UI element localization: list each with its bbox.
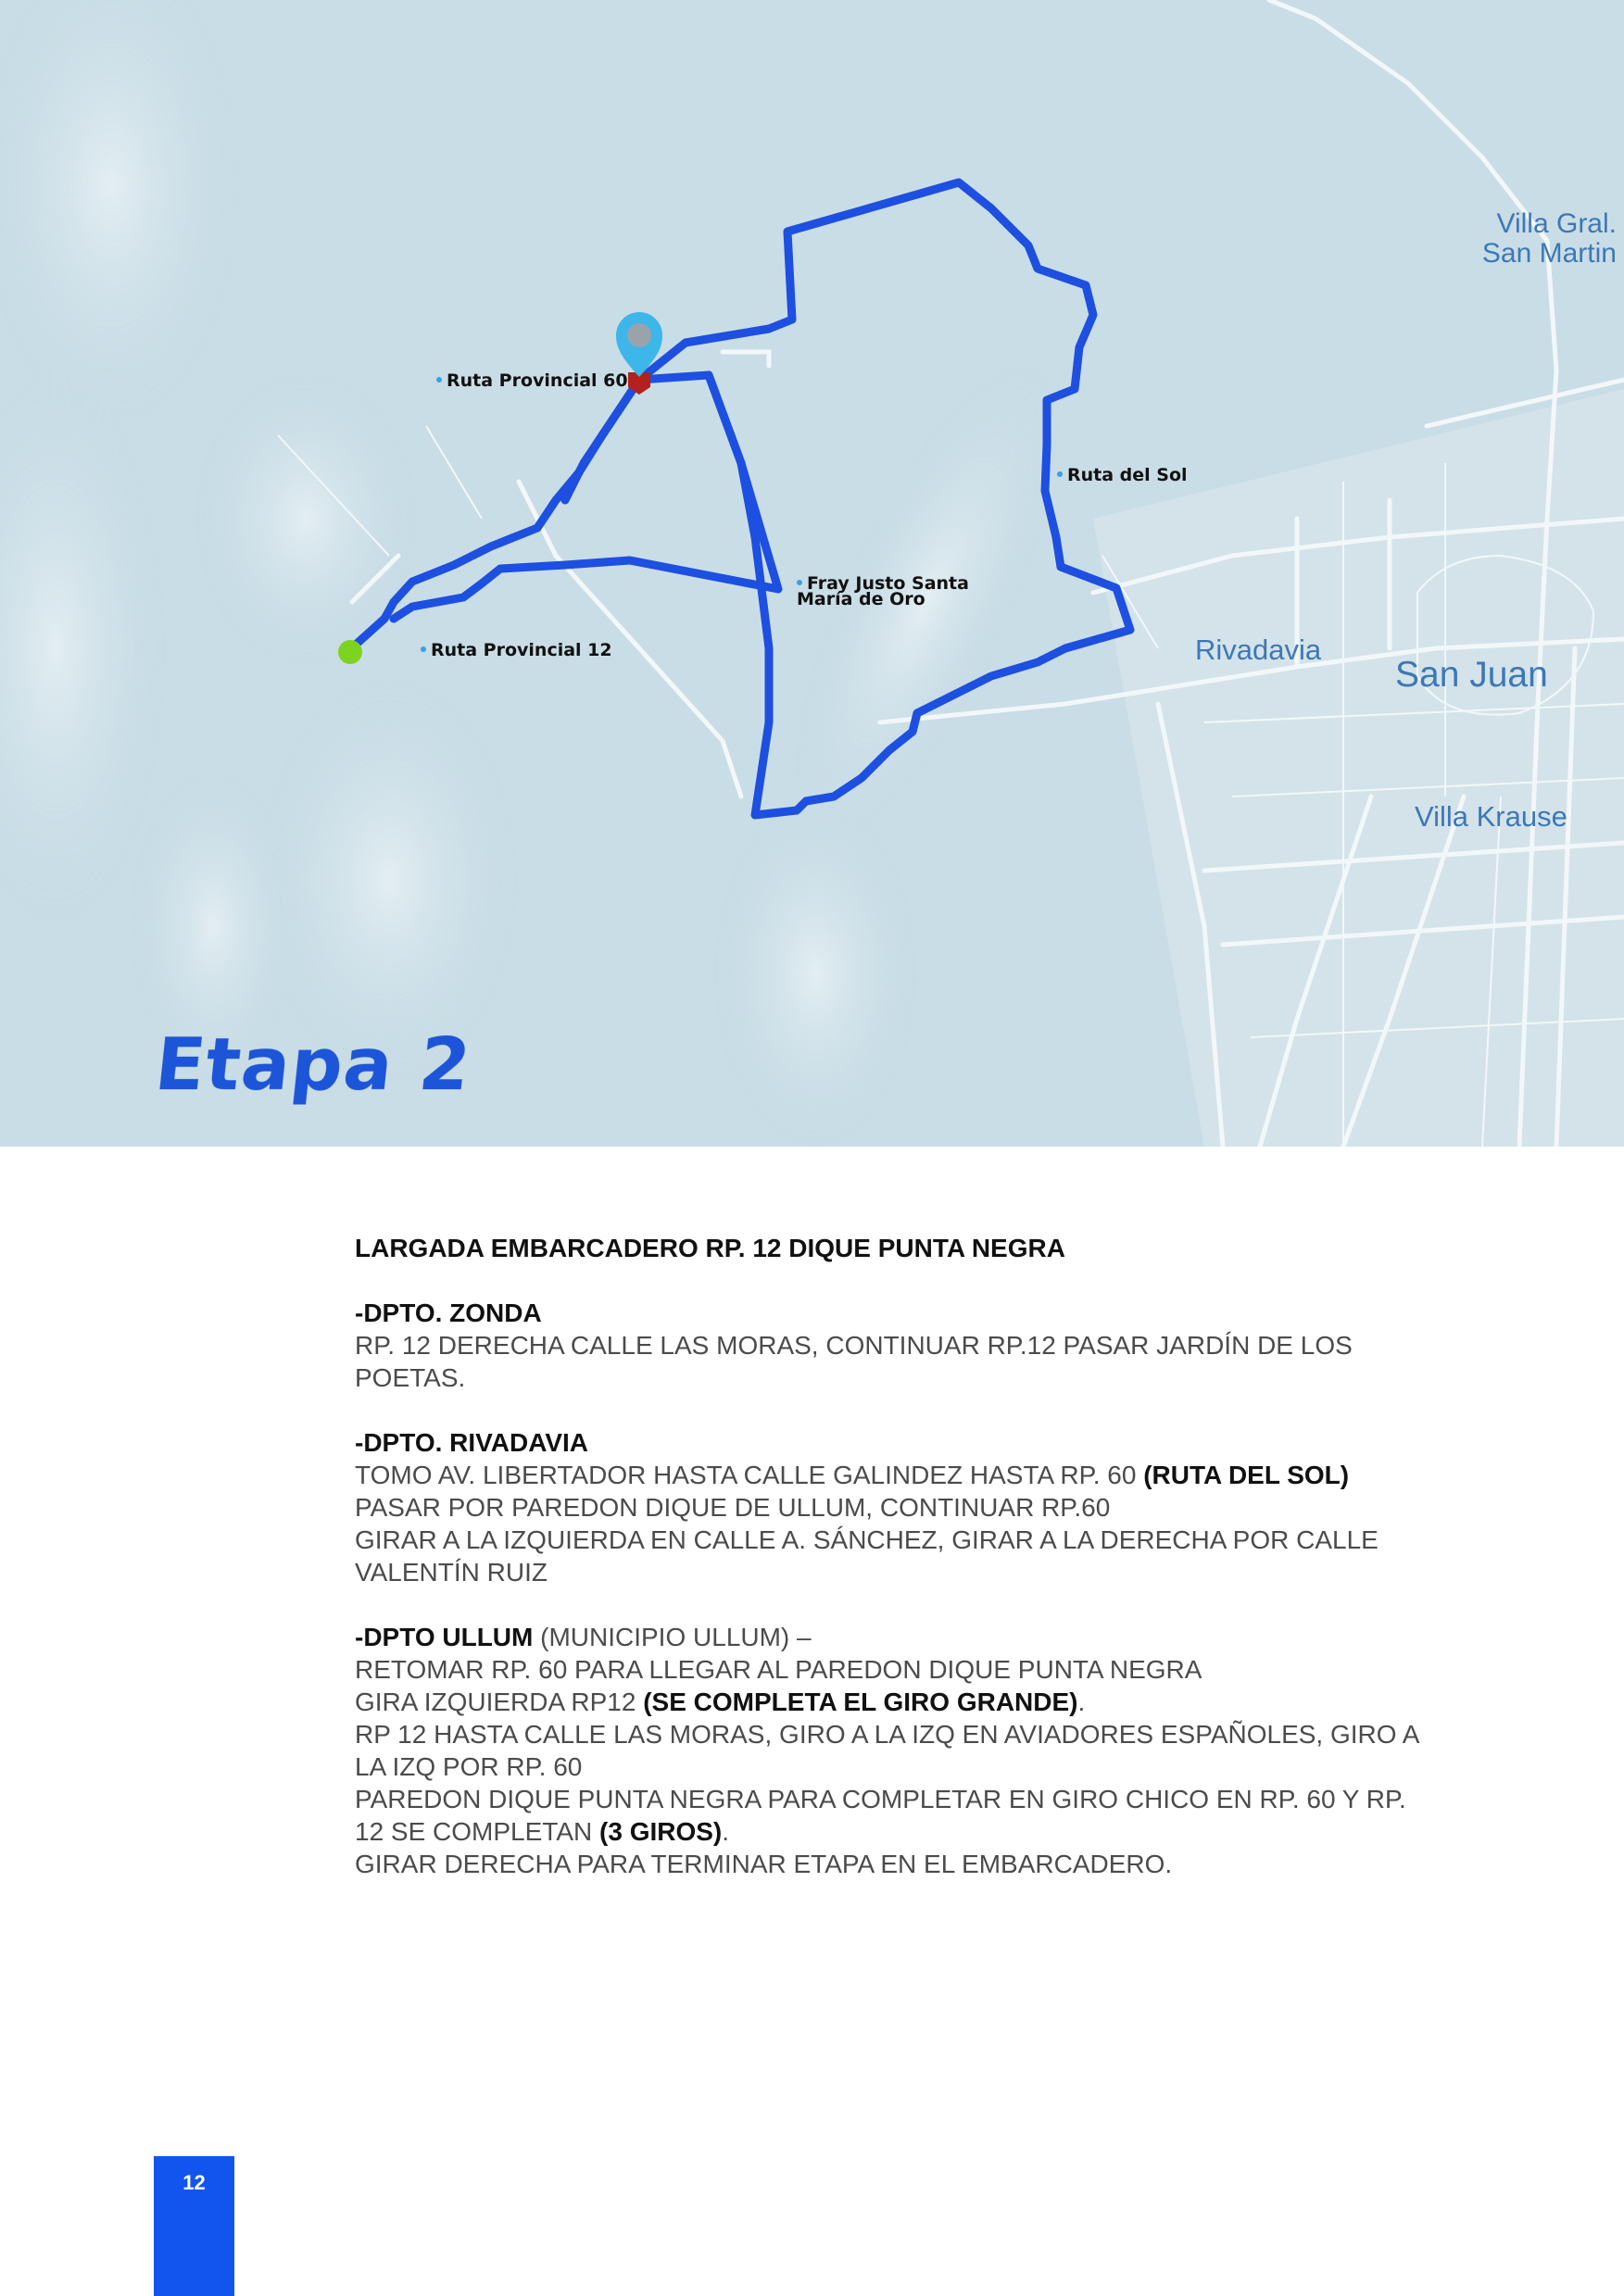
zonda-line: RP. 12 DERECHA CALLE LAS MORAS, CONTINUAR RP.12 PASAR JARDÍN DE LOS [355, 1331, 1353, 1360]
rivadavia-line: GIRAR A LA IZQUIERDA EN CALLE A. SÁNCHEZ, GIRAR A LA DERECHA POR CALLE [355, 1525, 1379, 1554]
start-line: LARGADA EMBARCADERO RP. 12 DIQUE PUNTA NEGRA [355, 1234, 1065, 1262]
ullum-line-bold: (3 GIROS) [599, 1817, 723, 1846]
stage-title: Etapa 2 [151, 1023, 475, 1107]
city-san-juan: San Juan [1395, 655, 1548, 695]
ullum-line: LA IZQ POR RP. 60 [355, 1752, 583, 1781]
ullum-line: RP 12 HASTA CALLE LAS MORAS, GIRO A LA IZQ EN AVIADORES ESPAÑOLES, GIRO A [355, 1720, 1420, 1749]
city-villa-gral-san-martin [1478, 209, 1617, 269]
ullum-line: GIRAR DERECHA PARA TERMINAR ETAPA EN EL EMBARCADERO. [355, 1850, 1173, 1878]
rivadavia-line: PASAR POR PAREDON DIQUE DE ULLUM, CONTINUAR RP.60 [355, 1493, 1111, 1522]
ullum-line-text: 12 SE COMPLETAN [355, 1817, 600, 1846]
label-ruta-provincial-12: Ruta Provincial 12 [421, 642, 612, 659]
ullum-line-end: . [722, 1817, 730, 1846]
city-villa-krause: Villa Krause [1415, 800, 1567, 833]
page-number-tab [154, 2156, 234, 2296]
ullum-heading-suffix: (MUNICIPIO ULLUM) – [533, 1623, 812, 1651]
rivadavia-line-bold: (RUTA DEL SOL) [1143, 1461, 1350, 1489]
ullum-line [355, 1686, 1443, 1718]
ullum-heading: -DPTO ULLUM [355, 1623, 534, 1651]
start-marker [338, 640, 362, 664]
ullum-line-bold: (SE COMPLETA EL GIRO GRANDE) [643, 1687, 1078, 1716]
zonda-line: POETAS. [355, 1363, 466, 1392]
page-number: 12 [183, 2171, 206, 2194]
label-ruta-provincial-60: Ruta Provincial 60 [436, 372, 628, 390]
city-rivadavia: Rivadavia [1195, 634, 1322, 666]
label-ruta-del-sol: Ruta del Sol [1057, 467, 1188, 484]
rivadavia-line [355, 1459, 1443, 1491]
rivadavia-heading: -DPTO. RIVADAVIA [355, 1428, 589, 1457]
ullum-line-text: GIRA IZQUIERDA RP12 [355, 1687, 644, 1716]
ullum-line: RETOMAR RP. 60 PARA LLEGAR AL PAREDON DIQUE PUNTA NEGRA [355, 1655, 1202, 1684]
rivadavia-line: VALENTÍN RUIZ [355, 1558, 548, 1587]
label-fray-justo: Fray Justo Santa María de Oro [797, 576, 973, 608]
zonda-heading: -DPTO. ZONDA [355, 1299, 542, 1327]
route-map[interactable] [0, 0, 1624, 1147]
city-villa-gral-line1: Villa Gral. [1496, 208, 1617, 239]
rivadavia-line-text: TOMO AV. LIBERTADOR HASTA CALLE GALINDEZ HASTA RP. 60 [355, 1461, 1144, 1489]
ullum-line-end: . [1077, 1687, 1086, 1716]
ullum-line [355, 1815, 1443, 1848]
ullum-heading-line [355, 1621, 1443, 1653]
section-ullum [355, 1621, 1443, 1880]
stage-description [355, 1232, 1443, 1880]
section-rivadavia [355, 1426, 1443, 1588]
section-zonda [355, 1297, 1443, 1394]
ullum-line: PAREDON DIQUE PUNTA NEGRA PARA COMPLETAR EN GIRO CHICO EN RP. 60 Y RP. [355, 1785, 1406, 1813]
city-villa-gral-line2: San Martin [1481, 238, 1617, 269]
